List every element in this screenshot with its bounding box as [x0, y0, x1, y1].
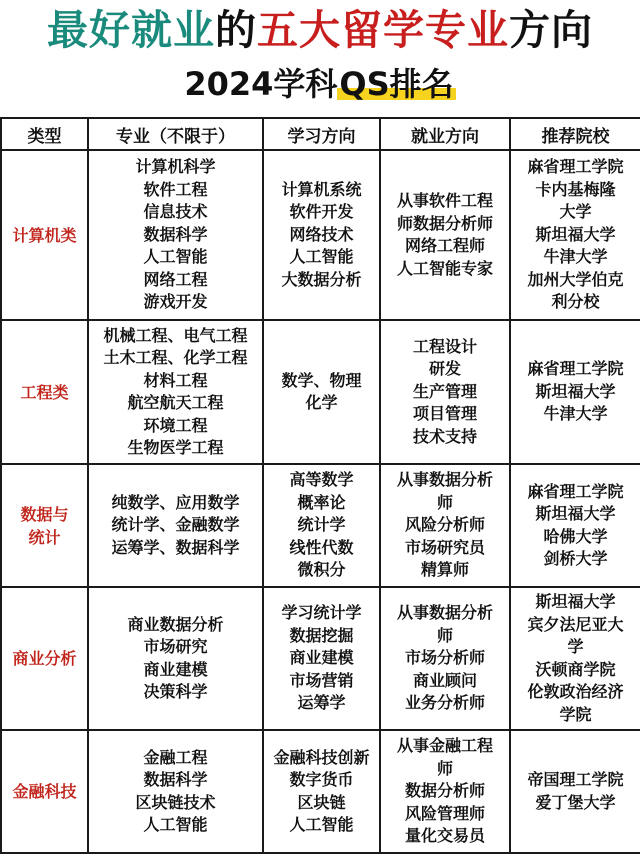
study-line: 数字货币 [289, 770, 354, 789]
majors-table [0, 117, 640, 854]
career-line: 工程设计 [412, 336, 477, 356]
school-line: 伦敦政治经济 [527, 682, 624, 701]
study-line: 化学 [305, 393, 338, 412]
major-line: 商业建模 [143, 659, 208, 679]
table-header-row [1, 118, 640, 150]
school-line: 加州大学伯克 [527, 269, 624, 289]
school-line: 爱丁堡大学 [535, 792, 616, 812]
major-line: 游戏开发 [143, 292, 208, 312]
school-line: 哈佛大学 [543, 526, 608, 546]
category-cell [1, 730, 88, 853]
major-line: 信息技术 [143, 202, 208, 222]
major-line: 数据科学 [143, 224, 208, 244]
school-line: 学院 [559, 704, 592, 724]
school-line: 卡内基梅隆 [535, 179, 616, 199]
career-line: 师 [436, 492, 453, 512]
category-line: 计算机类 [12, 225, 77, 245]
majors-cell [88, 730, 263, 853]
majors-cell [88, 150, 263, 320]
schools-cell [510, 587, 640, 730]
career-line: 商业顾问 [412, 670, 477, 690]
career-line: 数据分析师 [404, 781, 485, 801]
column-header-type: 类型 [1, 118, 88, 150]
major-line: 运筹学、数据科学 [111, 537, 240, 557]
schools-cell [510, 150, 640, 320]
career-line: 量化交易员 [404, 826, 485, 846]
title-part-3: 五大留学专业 [257, 6, 509, 54]
study-line: 学习统计学 [281, 603, 362, 623]
schools-cell [510, 464, 640, 587]
career-line: 师 [436, 625, 453, 645]
category-cell [1, 320, 88, 464]
school-line: 沃顿商学院 [535, 659, 616, 679]
school-line: 帝国理工学院 [527, 770, 624, 789]
major-line: 生物医学工程 [127, 438, 224, 457]
career-line: 人工智能专家 [396, 258, 493, 278]
school-line: 剑桥大学 [543, 549, 608, 568]
table-row [1, 320, 640, 464]
career-cell [380, 320, 510, 464]
career-cell [380, 587, 510, 730]
school-line: 学 [567, 637, 584, 656]
school-line: 宾夕法尼亚大 [527, 614, 624, 634]
study-line: 微积分 [297, 560, 346, 580]
school-line: 大学 [559, 202, 592, 222]
study-line: 计算机系统 [281, 179, 362, 199]
career-line: 风险管理师 [404, 803, 485, 823]
career-cell [380, 464, 510, 587]
school-line: 斯坦福大学 [535, 504, 616, 523]
career-line: 从事数据分析 [396, 470, 493, 490]
major-line: 航空航天工程 [127, 393, 224, 412]
majors-cell [88, 587, 263, 730]
career-line: 研发 [428, 359, 461, 379]
column-header-career: 就业方向 [380, 118, 510, 150]
study-line: 人工智能 [289, 815, 354, 834]
category-cell [1, 587, 88, 730]
major-line: 材料工程 [143, 370, 208, 390]
major-line: 机械工程、电气工程 [103, 325, 248, 345]
major-line: 决策科学 [143, 682, 208, 701]
school-line: 牛津大学 [543, 247, 608, 267]
title-part-4: 方向 [509, 6, 593, 54]
school-line: 斯坦福大学 [535, 224, 616, 244]
schools-cell [510, 730, 640, 853]
study-line: 概率论 [297, 492, 346, 512]
major-line: 纯数学、应用数学 [111, 492, 240, 512]
study-line: 网络技术 [289, 224, 354, 244]
category-line: 统计 [28, 527, 61, 547]
school-line: 斯坦福大学 [535, 381, 616, 401]
category-line: 数据与 [20, 504, 69, 524]
major-line: 人工智能 [143, 815, 208, 834]
study-line: 区块链 [297, 792, 346, 812]
category-cell [1, 464, 88, 587]
table-row [1, 150, 640, 320]
major-line: 软件工程 [143, 179, 208, 199]
career-line: 精算师 [420, 560, 469, 580]
school-line: 牛津大学 [543, 404, 608, 424]
career-line: 风险分析师 [404, 515, 485, 535]
school-line: 斯坦福大学 [535, 592, 616, 611]
subtitle-prefix: 2024学科 [184, 65, 338, 103]
career-line: 技术支持 [412, 426, 477, 446]
study-line: 大数据分析 [281, 269, 362, 289]
major-line: 市场研究 [143, 637, 208, 656]
career-line: 网络工程师 [404, 236, 485, 255]
career-line: 市场研究员 [404, 537, 485, 557]
category-line: 金融科技 [12, 782, 77, 801]
study-line: 运筹学 [297, 693, 346, 713]
career-line: 从事软件工程 [396, 191, 493, 210]
column-header-study: 学习方向 [263, 118, 380, 150]
major-line: 统计学、金融数学 [111, 515, 240, 535]
career-cell [380, 150, 510, 320]
study-line: 软件开发 [289, 202, 354, 222]
major-line: 数据科学 [143, 770, 208, 789]
school-line: 麻省理工学院 [527, 359, 624, 379]
table-row [1, 730, 640, 853]
page-title [0, 4, 640, 56]
school-line: 麻省理工学院 [527, 481, 624, 501]
majors-cell [88, 464, 263, 587]
major-line: 商业数据分析 [127, 614, 224, 634]
table-row [1, 587, 640, 730]
study-line: 高等数学 [289, 470, 354, 490]
category-cell [1, 150, 88, 320]
study-line: 数学、物理 [281, 370, 362, 390]
study-cell [263, 464, 380, 587]
column-header-schools: 推荐院校 [510, 118, 640, 150]
study-cell [263, 587, 380, 730]
career-line: 从事金融工程 [396, 736, 493, 756]
study-line: 统计学 [297, 515, 346, 535]
major-line: 金融工程 [143, 747, 208, 767]
major-line: 环境工程 [143, 415, 208, 435]
schools-cell [510, 320, 640, 464]
page-subtitle [0, 62, 640, 106]
career-line: 生产管理 [412, 381, 477, 401]
school-line: 麻省理工学院 [527, 157, 624, 177]
title-part-1: 最好就业 [47, 6, 215, 54]
major-line: 计算机科学 [135, 157, 216, 177]
major-line: 土木工程、化学工程 [103, 348, 248, 367]
table-row [1, 464, 640, 587]
study-cell [263, 320, 380, 464]
study-line: 金融科技创新 [273, 747, 370, 767]
major-line: 人工智能 [143, 247, 208, 267]
career-line: 从事数据分析 [396, 603, 493, 623]
majors-cell [88, 320, 263, 464]
study-line: 数据挖掘 [289, 625, 354, 645]
career-line: 市场分析师 [404, 648, 485, 668]
career-line: 师数据分析师 [396, 213, 493, 233]
subtitle-highlight: QS排名 [337, 62, 455, 106]
career-line: 项目管理 [412, 404, 477, 424]
major-line: 网络工程 [143, 269, 208, 289]
study-line: 商业建模 [289, 648, 354, 668]
career-cell [380, 730, 510, 853]
study-line: 线性代数 [289, 537, 354, 557]
career-line: 业务分析师 [404, 693, 485, 713]
study-cell [263, 730, 380, 853]
study-line: 市场营销 [289, 670, 354, 690]
study-cell [263, 150, 380, 320]
study-line: 人工智能 [289, 247, 354, 267]
column-header-major: 专业（不限于） [88, 118, 263, 150]
category-line: 商业分析 [12, 649, 77, 668]
category-line: 工程类 [20, 382, 69, 402]
title-part-2: 的 [215, 6, 257, 54]
career-line: 师 [436, 758, 453, 778]
major-line: 区块链技术 [135, 792, 216, 812]
school-line: 利分校 [551, 292, 600, 312]
